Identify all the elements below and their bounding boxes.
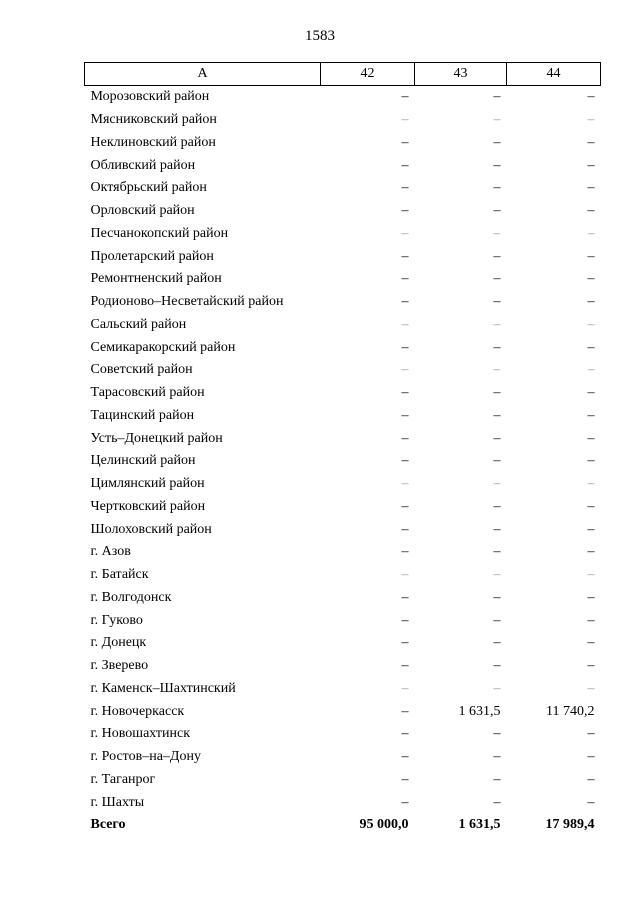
table-row	[85, 268, 601, 291]
row-value-42: –	[401, 680, 409, 696]
table-row	[85, 723, 601, 746]
row-value-42: –	[401, 794, 409, 810]
row-value-44: –	[587, 294, 595, 310]
row-value-43: –	[493, 749, 501, 765]
row-name: г. Шахты	[90, 794, 145, 810]
row-value-44: –	[587, 407, 595, 423]
row-value-44: –	[587, 567, 595, 583]
row-name: Неклиновский район	[90, 134, 216, 150]
row-value-42: –	[401, 316, 409, 332]
row-value-42: –	[401, 589, 409, 605]
row-value-42: –	[401, 430, 409, 446]
row-name: Цимлянский район	[90, 476, 205, 492]
page-number: 1583	[305, 28, 335, 44]
row-value-42: –	[401, 385, 409, 401]
row-value-43: –	[493, 635, 501, 651]
row-name: Ремонтненский район	[90, 271, 222, 287]
row-value-44: –	[587, 316, 595, 332]
row-value-44: –	[587, 635, 595, 651]
table-row	[85, 223, 601, 246]
row-name: г. Новошахтинск	[90, 726, 191, 742]
row-value-42: –	[401, 157, 409, 173]
row-value-44: –	[587, 271, 595, 287]
row-value-42: –	[401, 749, 409, 765]
row-value-43: –	[493, 89, 501, 105]
row-value-42: –	[401, 271, 409, 287]
header-column-a: А	[85, 63, 321, 86]
row-value-42: –	[401, 703, 409, 719]
table-row	[85, 518, 601, 541]
row-value-43: –	[493, 294, 501, 310]
row-value-42: –	[401, 203, 409, 219]
header-column-44: 44	[507, 63, 601, 86]
row-value-42: –	[401, 498, 409, 514]
row-value-42: –	[401, 726, 409, 742]
row-value-43: –	[493, 271, 501, 287]
row-value-43: –	[493, 476, 501, 492]
row-name: Октябрьский район	[90, 180, 207, 196]
row-value-44: –	[587, 134, 595, 150]
total-row-value-42: 95 000,0	[359, 817, 409, 833]
row-value-44: –	[587, 521, 595, 537]
row-value-43: –	[493, 316, 501, 332]
row-value-43: –	[493, 453, 501, 469]
row-value-43: –	[493, 680, 501, 696]
table-row	[85, 132, 601, 155]
row-value-42: –	[401, 612, 409, 628]
row-name: г. Донецк	[90, 635, 147, 651]
header-column-43: 43	[415, 63, 507, 86]
row-value-44: –	[587, 589, 595, 605]
table-row	[85, 496, 601, 519]
table-row	[85, 359, 601, 382]
total-row-name: Всего	[90, 817, 126, 833]
row-value-44: –	[587, 749, 595, 765]
row-value-44: –	[587, 362, 595, 378]
row-value-42: –	[401, 294, 409, 310]
row-value-43: –	[493, 726, 501, 742]
row-value-42: –	[401, 658, 409, 674]
row-value-44: –	[587, 339, 595, 355]
row-value-43: –	[493, 589, 501, 605]
row-name: Шолоховский район	[90, 521, 212, 537]
table-row	[85, 632, 601, 655]
row-value-42: –	[401, 89, 409, 105]
table-header-row	[85, 63, 601, 86]
table-row	[85, 336, 601, 359]
row-value-42: –	[401, 225, 409, 241]
row-value-44: –	[587, 385, 595, 401]
row-value-42: –	[401, 407, 409, 423]
total-row	[85, 814, 601, 837]
row-name: Мясниковский район	[90, 112, 217, 128]
table-row	[85, 473, 601, 496]
row-value-43: –	[493, 498, 501, 514]
table-row	[85, 86, 601, 109]
table-row	[85, 245, 601, 268]
row-value-44: 11 740,2	[546, 703, 595, 719]
row-value-43: –	[493, 248, 501, 264]
table-row	[85, 382, 601, 405]
table-row	[85, 450, 601, 473]
row-name: Пролетарский район	[90, 248, 214, 264]
row-value-43: –	[493, 203, 501, 219]
row-value-44: –	[587, 89, 595, 105]
row-value-44: –	[587, 726, 595, 742]
row-value-43: –	[493, 385, 501, 401]
row-value-42: –	[401, 112, 409, 128]
row-value-44: –	[587, 112, 595, 128]
table-row	[85, 291, 601, 314]
table-row	[85, 678, 601, 701]
row-value-43: –	[493, 521, 501, 537]
row-value-44: –	[587, 203, 595, 219]
row-value-43: –	[493, 134, 501, 150]
row-name: г. Гуково	[90, 612, 143, 628]
row-name: г. Волгодонск	[90, 589, 172, 605]
table-row	[85, 769, 601, 792]
row-value-44: –	[587, 658, 595, 674]
row-value-44: –	[587, 612, 595, 628]
row-value-44: –	[587, 771, 595, 787]
row-name: Песчанокопский район	[90, 225, 229, 241]
row-name: г. Новочеркасск	[90, 703, 185, 719]
table-row	[85, 427, 601, 450]
row-value-44: –	[587, 225, 595, 241]
row-value-42: –	[401, 521, 409, 537]
row-value-42: –	[401, 635, 409, 651]
table-row	[85, 655, 601, 678]
row-value-43: –	[493, 567, 501, 583]
row-name: Орловский район	[90, 203, 195, 219]
row-value-42: –	[401, 453, 409, 469]
row-name: Тацинский район	[90, 407, 195, 423]
table-row	[85, 609, 601, 632]
row-value-42: –	[401, 134, 409, 150]
row-value-44: –	[587, 180, 595, 196]
row-name: г. Ростов–на–Дону	[90, 749, 201, 765]
row-name: Советский район	[90, 362, 193, 378]
row-value-44: –	[587, 430, 595, 446]
row-name: г. Таганрог	[90, 771, 156, 787]
row-value-44: –	[587, 498, 595, 514]
table-row	[85, 700, 601, 723]
row-value-42: –	[401, 339, 409, 355]
header-column-42: 42	[321, 63, 415, 86]
row-value-44: –	[587, 680, 595, 696]
table-row	[85, 405, 601, 428]
row-value-44: –	[587, 248, 595, 264]
table-row	[85, 314, 601, 337]
row-value-42: –	[401, 476, 409, 492]
row-value-42: –	[401, 567, 409, 583]
row-value-44: –	[587, 453, 595, 469]
row-name: Обливский район	[90, 157, 196, 173]
row-name: Усть–Донецкий район	[90, 430, 223, 446]
row-value-42: –	[401, 771, 409, 787]
row-value-43: –	[493, 180, 501, 196]
row-value-43: –	[493, 407, 501, 423]
table-row	[85, 564, 601, 587]
row-value-43: –	[493, 794, 501, 810]
row-value-42: –	[401, 248, 409, 264]
row-name: Родионово–Несветайский район	[90, 294, 284, 310]
total-row-value-43: 1 631,5	[458, 817, 501, 833]
row-value-43: –	[493, 771, 501, 787]
row-value-42: –	[401, 180, 409, 196]
row-value-43: –	[493, 658, 501, 674]
row-name: г. Батайск	[90, 567, 149, 583]
row-value-43: –	[493, 362, 501, 378]
row-value-44: –	[587, 794, 595, 810]
row-name: Семикаракорский район	[90, 339, 236, 355]
row-value-44: –	[587, 157, 595, 173]
table-row	[85, 154, 601, 177]
table-row	[85, 109, 601, 132]
row-value-43: –	[493, 339, 501, 355]
total-row-value-44: 17 989,4	[545, 817, 595, 833]
row-value-43: –	[493, 612, 501, 628]
row-value-42: –	[401, 544, 409, 560]
table-row	[85, 541, 601, 564]
row-value-44: –	[587, 476, 595, 492]
row-name: г. Зверево	[90, 658, 149, 674]
row-value-43: –	[493, 157, 501, 173]
table-row	[85, 587, 601, 610]
budget-table	[84, 62, 601, 837]
row-value-43: –	[493, 544, 501, 560]
row-name: г. Азов	[90, 544, 131, 560]
row-value-44: –	[587, 544, 595, 560]
row-name: Морозовский район	[90, 89, 210, 105]
row-name: Сальский район	[90, 316, 187, 332]
table-row	[85, 791, 601, 814]
row-value-43: –	[493, 225, 501, 241]
row-value-43: 1 631,5	[458, 703, 501, 719]
row-name: Тарасовский район	[90, 385, 205, 401]
table-row	[85, 200, 601, 223]
row-name: Чертковский район	[90, 498, 206, 514]
table-body	[85, 86, 601, 837]
row-name: г. Каменск–Шахтинский	[90, 680, 236, 696]
table-row	[85, 177, 601, 200]
row-name: Целинский район	[90, 453, 196, 469]
row-value-43: –	[493, 112, 501, 128]
row-value-42: –	[401, 362, 409, 378]
row-value-43: –	[493, 430, 501, 446]
table-row	[85, 746, 601, 769]
